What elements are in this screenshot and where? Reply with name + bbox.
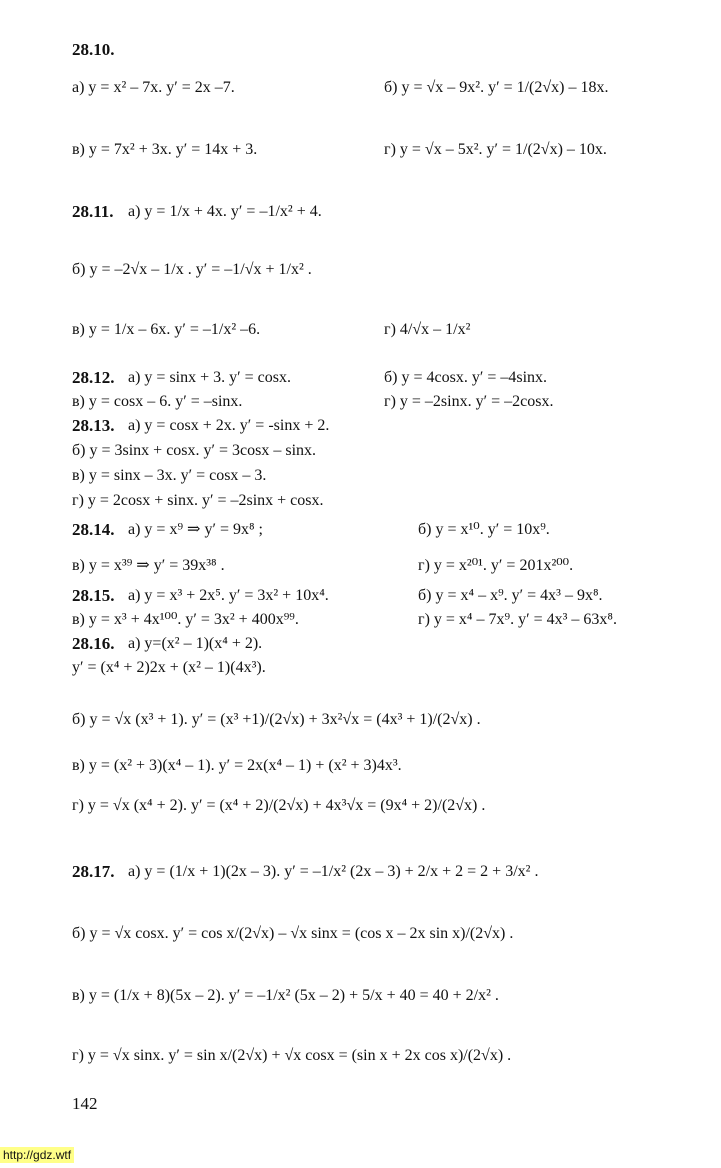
problem-28-16-a: а) y=(x² – 1)(x⁴ + 2).	[128, 635, 263, 652]
problem-28-10-g: г) y = √x – 5x². y′ = 1/(2√x) – 10x.	[384, 141, 607, 158]
problem-28-17-v: в) y = (1/x + 8)(5x – 2). y′ = –1/x² (5x – 2) + 5/x + 40 = 40 + 2/x² .	[72, 987, 499, 1004]
problem-28-16-b: б) y = √x (x³ + 1). y′ = (x³ +1)/(2√x) + 3x²√x = (4x³ + 1)/(2√x) .	[72, 711, 481, 728]
problem-28-17-g: г) y = √x sinx. y′ = sin x/(2√x) + √x cosx = (sin x + 2x cos x)/(2√x) .	[72, 1047, 512, 1064]
problem-28-17-b: б) y = √x cosx. y′ = cos x/(2√x) – √x sinx = (cos x – 2x sin x)/(2√x) .	[72, 925, 514, 942]
problem-number-28-14: 28.14.	[72, 520, 115, 539]
problem-28-10-b: б) y = √x – 9x². y′ = 1/(2√x) – 18x.	[384, 79, 609, 96]
problem-number-28-13: 28.13.	[72, 416, 115, 435]
problem-28-16-a-derivative: y′ = (x⁴ + 2)2x + (x² – 1)(4x³).	[72, 659, 266, 676]
problem-28-15-a: а) y = x³ + 2x⁵. y′ = 3x² + 10x⁴.	[128, 587, 329, 604]
problem-28-16-g: г) y = √x (x⁴ + 2). y′ = (x⁴ + 2)/(2√x) + 4x³√x = (9x⁴ + 2)/(2√x) .	[72, 797, 486, 814]
problem-28-15-v: в) y = x³ + 4x¹⁰⁰. y′ = 3x² + 400x⁹⁹.	[72, 611, 299, 628]
problem-number-28-10: 28.10.	[72, 40, 115, 59]
problem-28-15-b: б) y = x⁴ – x⁹. y′ = 4x³ – 9x⁸.	[418, 587, 603, 604]
problem-28-14-v: в) y = x³⁹ ⇒ y′ = 39x³⁸ .	[72, 557, 225, 574]
problem-28-15-g: г) y = x⁴ – 7x⁹. y′ = 4x³ – 63x⁸.	[418, 611, 617, 628]
problem-number-28-11: 28.11.	[72, 202, 114, 221]
problem-28-11-a: а) y = 1/x + 4x. y′ = –1/x² + 4.	[128, 203, 322, 220]
problem-28-11-v: в) y = 1/x – 6x. y′ = –1/x² –6.	[72, 321, 261, 338]
watermark-link[interactable]: http://gdz.wtf	[0, 1147, 74, 1163]
problem-28-14-a: а) y = x⁹ ⇒ y′ = 9x⁸ ;	[128, 521, 263, 538]
problem-28-13-g: г) y = 2cosx + sinx. y′ = –2sinx + cosx.	[72, 492, 324, 509]
problem-28-13-b: б) y = 3sinx + cosx. y′ = 3cosx – sinx.	[72, 442, 317, 459]
problem-28-11-b: б) y = –2√x – 1/x . y′ = –1/√x + 1/x² .	[72, 261, 312, 278]
problem-number-28-12: 28.12.	[72, 368, 115, 387]
problem-28-10-a: а) y = x² – 7x. y′ = 2x –7.	[72, 79, 235, 96]
problem-28-17-a: а) y = (1/x + 1)(2x – 3). y′ = –1/x² (2x – 3) + 2/x + 2 = 2 + 3/x² .	[128, 863, 539, 880]
problem-28-13-v: в) y = sinx – 3x. y′ = cosx – 3.	[72, 467, 267, 484]
problem-28-11-g: г) 4/√x – 1/x²	[384, 321, 471, 338]
problem-28-12-a: а) y = sinx + 3. y′ = cosx.	[128, 369, 291, 386]
problem-number-28-16: 28.16.	[72, 634, 115, 653]
problem-28-12-g: г) y = –2sinx. y′ = –2cosx.	[384, 393, 554, 410]
problem-28-16-v: в) y = (x² + 3)(x⁴ – 1). y′ = 2x(x⁴ – 1) + (x² + 3)4x³.	[72, 757, 402, 774]
problem-number-28-17: 28.17.	[72, 862, 115, 881]
problem-28-13-a: а) y = cosx + 2x. y′ = -sinx + 2.	[128, 417, 330, 434]
page-number: 142	[72, 1094, 98, 1113]
problem-28-10-v: в) y = 7x² + 3x. y′ = 14x + 3.	[72, 141, 258, 158]
problem-28-14-g: г) y = x²⁰¹. y′ = 201x²⁰⁰.	[418, 557, 574, 574]
problem-28-12-b: б) y = 4cosx. y′ = –4sinx.	[384, 369, 548, 386]
problem-28-14-b: б) y = x¹⁰. y′ = 10x⁹.	[418, 521, 550, 538]
problem-28-12-v: в) y = cosx – 6. y′ = –sinx.	[72, 393, 243, 410]
problem-number-28-15: 28.15.	[72, 586, 115, 605]
